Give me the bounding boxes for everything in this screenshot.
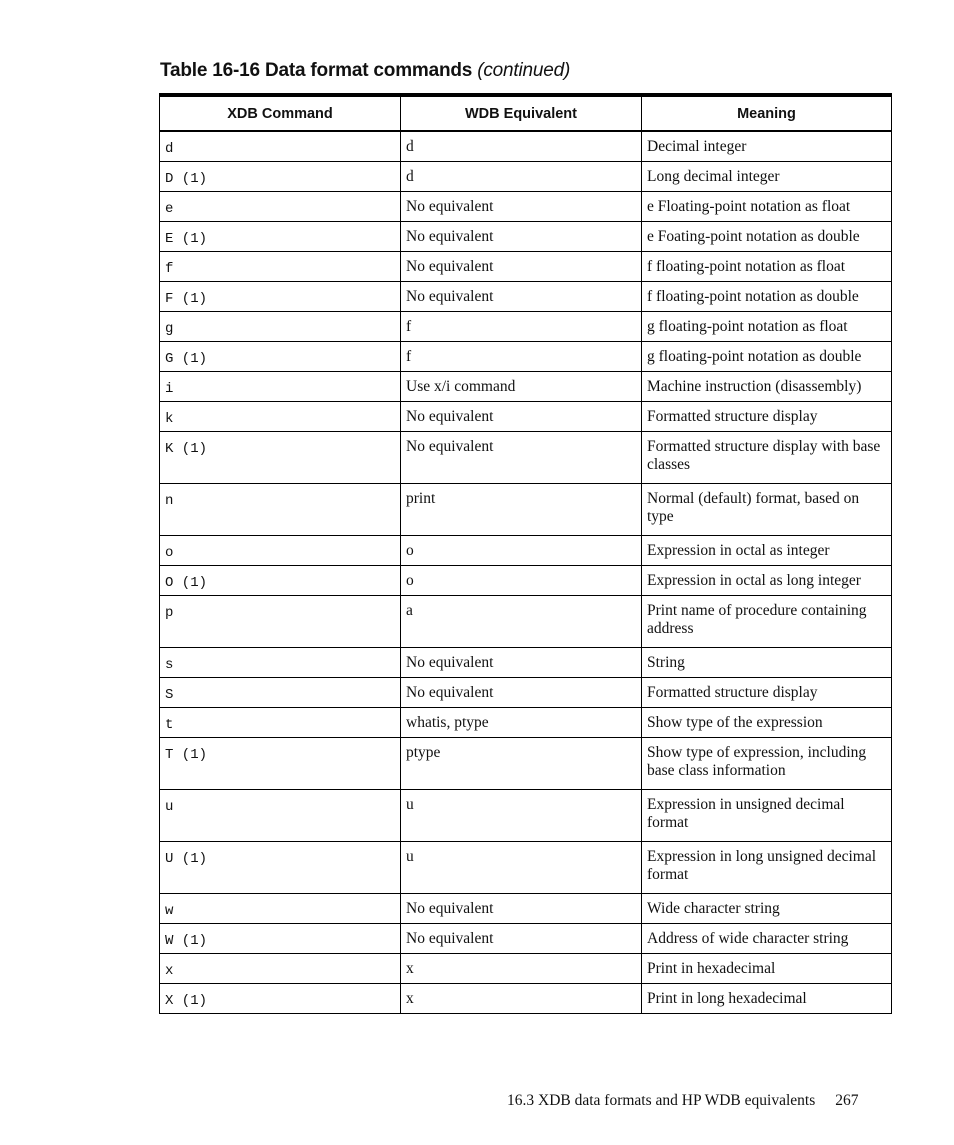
table-row	[160, 648, 892, 678]
header-wdb-equivalent: WDB Equivalent	[401, 95, 642, 131]
meaning-cell: e Foating-point notation as double	[642, 222, 892, 252]
table-row	[160, 484, 892, 536]
table-row	[160, 282, 892, 312]
meaning-cell: Long decimal integer	[642, 162, 892, 192]
meaning-cell: Expression in octal as integer	[642, 536, 892, 566]
wdb-equivalent-cell: ptype	[401, 738, 642, 790]
xdb-command-cell: u	[160, 790, 401, 842]
xdb-command-cell: E (1)	[160, 222, 401, 252]
xdb-command-cell: f	[160, 252, 401, 282]
meaning-cell: Formatted structure display	[642, 678, 892, 708]
meaning-cell: Formatted structure display with base classes	[642, 432, 892, 484]
meaning-cell: f floating-point notation as double	[642, 282, 892, 312]
xdb-command-cell: F (1)	[160, 282, 401, 312]
meaning-cell: Address of wide character string	[642, 924, 892, 954]
xdb-command-cell: D (1)	[160, 162, 401, 192]
header-xdb-command: XDB Command	[160, 95, 401, 131]
wdb-equivalent-cell: No equivalent	[401, 282, 642, 312]
wdb-equivalent-cell: whatis, ptype	[401, 708, 642, 738]
wdb-equivalent-cell: print	[401, 484, 642, 536]
xdb-command-cell: n	[160, 484, 401, 536]
table-row	[160, 192, 892, 222]
wdb-equivalent-cell: No equivalent	[401, 648, 642, 678]
wdb-equivalent-cell: o	[401, 536, 642, 566]
header-row	[160, 95, 892, 131]
wdb-equivalent-cell: d	[401, 131, 642, 162]
page-number: 267	[835, 1092, 859, 1109]
table-row	[160, 402, 892, 432]
table-row	[160, 162, 892, 192]
meaning-cell: Wide character string	[642, 894, 892, 924]
meaning-cell: Expression in long unsigned decimal format	[642, 842, 892, 894]
meaning-cell: String	[642, 648, 892, 678]
table-row	[160, 372, 892, 402]
wdb-equivalent-cell: a	[401, 596, 642, 648]
meaning-cell: g floating-point notation as double	[642, 342, 892, 372]
wdb-equivalent-cell: x	[401, 954, 642, 984]
meaning-cell: f floating-point notation as float	[642, 252, 892, 282]
table-body	[160, 131, 892, 1014]
wdb-equivalent-cell: u	[401, 842, 642, 894]
table-row	[160, 924, 892, 954]
meaning-cell: Normal (default) format, based on type	[642, 484, 892, 536]
xdb-command-cell: i	[160, 372, 401, 402]
table-row	[160, 894, 892, 924]
table-row	[160, 131, 892, 162]
wdb-equivalent-cell: No equivalent	[401, 894, 642, 924]
xdb-command-cell: w	[160, 894, 401, 924]
table-row	[160, 678, 892, 708]
table-row	[160, 566, 892, 596]
wdb-equivalent-cell: f	[401, 342, 642, 372]
xdb-command-cell: d	[160, 131, 401, 162]
caption-continued: (continued)	[477, 60, 571, 81]
wdb-equivalent-cell: No equivalent	[401, 252, 642, 282]
xdb-command-cell: t	[160, 708, 401, 738]
table-row	[160, 708, 892, 738]
meaning-cell: Decimal integer	[642, 131, 892, 162]
wdb-equivalent-cell: No equivalent	[401, 678, 642, 708]
meaning-cell: e Floating-point notation as float	[642, 192, 892, 222]
table-row	[160, 432, 892, 484]
xdb-command-cell: s	[160, 648, 401, 678]
xdb-command-cell: S	[160, 678, 401, 708]
wdb-equivalent-cell: No equivalent	[401, 192, 642, 222]
xdb-command-cell: T (1)	[160, 738, 401, 790]
footer-section: 16.3 XDB data formats and HP WDB equivalents	[507, 1092, 816, 1109]
table-row	[160, 842, 892, 894]
meaning-cell: Print in hexadecimal	[642, 954, 892, 984]
table-row	[160, 790, 892, 842]
xdb-command-cell: X (1)	[160, 984, 401, 1014]
table-row	[160, 222, 892, 252]
xdb-command-cell: p	[160, 596, 401, 648]
meaning-cell: Show type of the expression	[642, 708, 892, 738]
table-row	[160, 984, 892, 1014]
xdb-command-cell: g	[160, 312, 401, 342]
xdb-command-cell: O (1)	[160, 566, 401, 596]
meaning-cell: Print name of procedure containing address	[642, 596, 892, 648]
table-row	[160, 954, 892, 984]
wdb-equivalent-cell: u	[401, 790, 642, 842]
wdb-equivalent-cell: No equivalent	[401, 924, 642, 954]
wdb-equivalent-cell: No equivalent	[401, 432, 642, 484]
wdb-equivalent-cell: o	[401, 566, 642, 596]
wdb-equivalent-cell: No equivalent	[401, 222, 642, 252]
wdb-equivalent-cell: Use x/i command	[401, 372, 642, 402]
table-row	[160, 596, 892, 648]
xdb-command-cell: k	[160, 402, 401, 432]
meaning-cell: Machine instruction (disassembly)	[642, 372, 892, 402]
xdb-command-cell: e	[160, 192, 401, 222]
xdb-command-cell: U (1)	[160, 842, 401, 894]
header-meaning: Meaning	[642, 95, 892, 131]
table-row	[160, 536, 892, 566]
wdb-equivalent-cell: d	[401, 162, 642, 192]
table-header	[160, 95, 892, 131]
xdb-command-cell: K (1)	[160, 432, 401, 484]
wdb-equivalent-cell: f	[401, 312, 642, 342]
table-caption	[160, 60, 570, 82]
page-footer	[507, 1092, 858, 1110]
meaning-cell: g floating-point notation as float	[642, 312, 892, 342]
meaning-cell: Print in long hexadecimal	[642, 984, 892, 1014]
xdb-command-cell: o	[160, 536, 401, 566]
table-row	[160, 342, 892, 372]
xdb-command-cell: x	[160, 954, 401, 984]
table-row	[160, 252, 892, 282]
table-row	[160, 312, 892, 342]
meaning-cell: Expression in unsigned decimal format	[642, 790, 892, 842]
table-row	[160, 738, 892, 790]
caption-title: Table 16-16 Data format commands	[160, 60, 473, 81]
data-format-table	[159, 93, 892, 1014]
meaning-cell: Show type of expression, including base class information	[642, 738, 892, 790]
meaning-cell: Formatted structure display	[642, 402, 892, 432]
meaning-cell: Expression in octal as long integer	[642, 566, 892, 596]
xdb-command-cell: W (1)	[160, 924, 401, 954]
xdb-command-cell: G (1)	[160, 342, 401, 372]
wdb-equivalent-cell: x	[401, 984, 642, 1014]
wdb-equivalent-cell: No equivalent	[401, 402, 642, 432]
